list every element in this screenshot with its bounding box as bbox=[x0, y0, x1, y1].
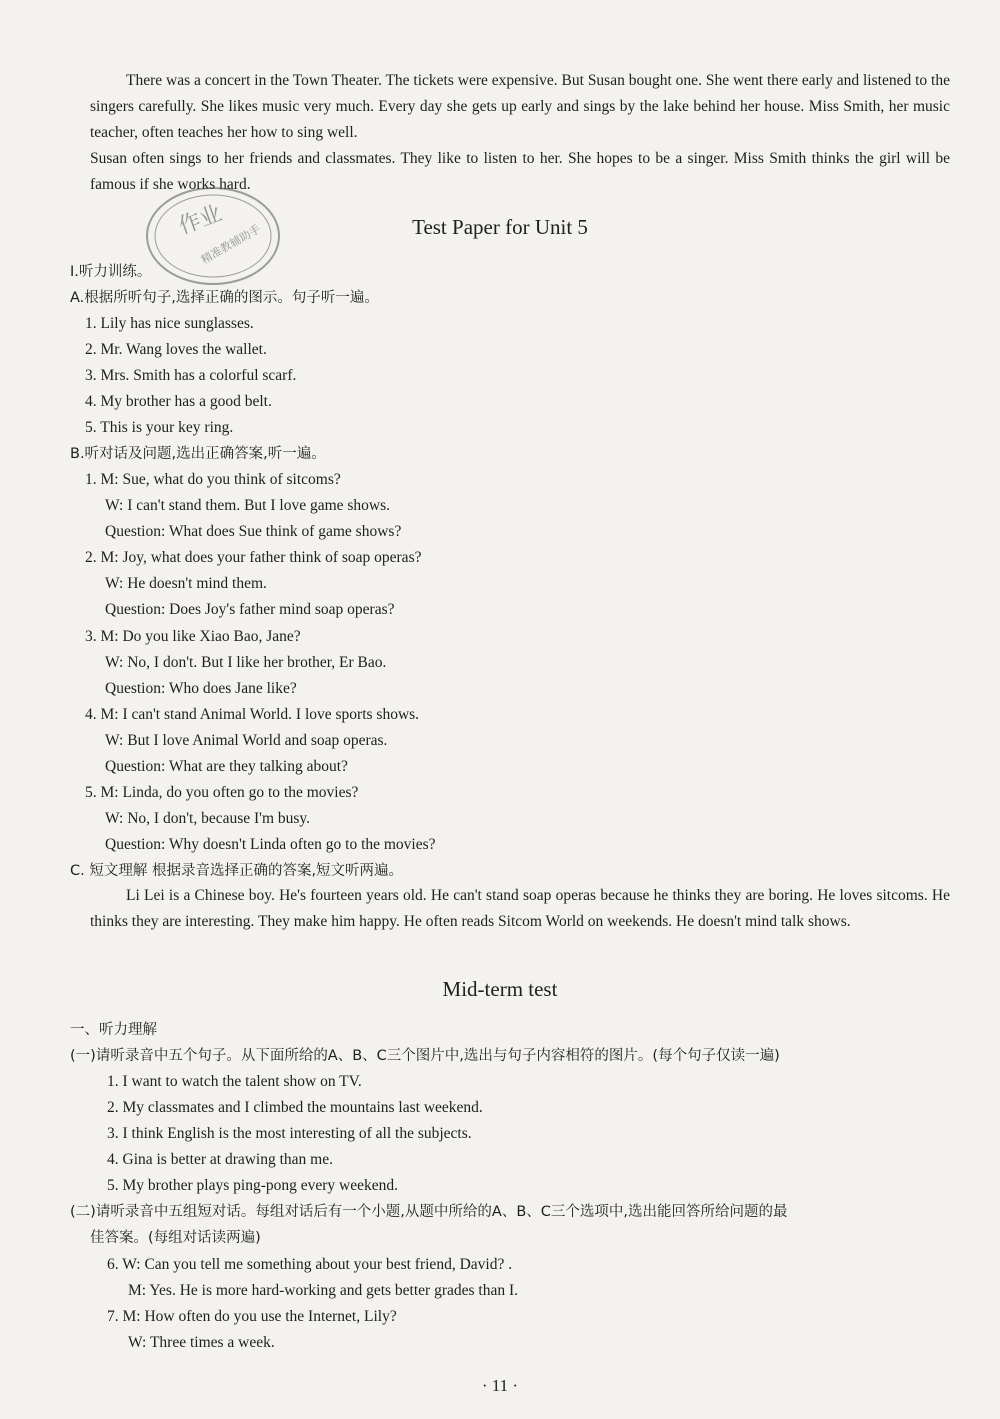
midterm-title: Mid-term test bbox=[442, 977, 558, 1001]
list-item: 1. I want to watch the talent show on TV. bbox=[107, 1073, 362, 1090]
dialogue-line: 5. M: Linda, do you often go to the movies? bbox=[85, 784, 359, 801]
dialogue-question: Question: Does Joy's father mind soap operas? bbox=[105, 601, 395, 618]
dialogue-line: 2. M: Joy, what does your father think of soap operas? bbox=[85, 549, 422, 566]
unit5-partA-heading: A.根据所听句子,选择正确的图示。句子听一遍。 bbox=[70, 290, 379, 306]
dialogue-line: 4. M: I can't stand Animal World. I love sports shows. bbox=[85, 706, 420, 723]
passage-paragraph-2: Susan often sings to her friends and classmates. They like to listen to her. She hopes to be a singer. Miss Smith thinks the girl will be famous if she works hard. bbox=[90, 150, 950, 193]
dialogue-line: M: Yes. He is more hard-working and gets better grades than I. bbox=[128, 1282, 518, 1299]
dialogue-line: 6. W: Can you tell me something about your best friend, David? . bbox=[107, 1256, 513, 1273]
list-item: 5. My brother plays ping-pong every weekend. bbox=[107, 1177, 398, 1194]
list-item: 2. My classmates and I climbed the mountains last weekend. bbox=[107, 1099, 483, 1116]
dialogue-line: W: I can't stand them. But I love game shows. bbox=[105, 497, 391, 514]
unit5-title: Test Paper for Unit 5 bbox=[412, 215, 588, 239]
dialogue-question: Question: What does Sue think of game shows? bbox=[105, 523, 402, 540]
dialogue-line: W: No, I don't. But I like her brother, Er Bao. bbox=[105, 654, 387, 671]
midterm-part2-heading: (二)请听录音中五组短对话。每组对话后有一个小题,从题中所给的A、B、C三个选项中,选出能回答所给问题的最 bbox=[70, 1204, 788, 1220]
list-item: 3. I think English is the most interesting of all the subjects. bbox=[107, 1125, 472, 1142]
unit5-partC-passage: Li Lei is a Chinese boy. He's fourteen years old. He can't stand soap operas because he thinks they are boring. He loves sitcoms. He thinks they are interesting. They make him happy. He often reads Sitcom World on weekends. He doesn't mind talk shows. bbox=[90, 887, 950, 930]
dialogue-line: 7. M: How often do you use the Internet, Lily? bbox=[107, 1308, 397, 1325]
midterm-part2-heading-cont: 佳答案。(每组对话读两遍) bbox=[90, 1230, 261, 1246]
list-item: 1. Lily has nice sunglasses. bbox=[85, 315, 254, 332]
list-item: 3. Mrs. Smith has a colorful scarf. bbox=[85, 367, 297, 384]
unit5-section-listening: Ⅰ.听力训练。 bbox=[70, 264, 152, 280]
unit5-partB-heading: B.听对话及问题,选出正确答案,听一遍。 bbox=[70, 446, 326, 462]
dialogue-question: Question: Who does Jane like? bbox=[105, 680, 297, 697]
stamp-text-main: 作业 bbox=[175, 201, 226, 240]
dialogue-line: W: Three times a week. bbox=[128, 1334, 275, 1351]
list-item: 2. Mr. Wang loves the wallet. bbox=[85, 341, 267, 358]
dialogue-question: Question: Why doesn't Linda often go to the movies? bbox=[105, 836, 436, 853]
dialogue-line: 1. M: Sue, what do you think of sitcoms? bbox=[85, 471, 341, 488]
dialogue-line: 3. M: Do you like Xiao Bao, Jane? bbox=[85, 628, 301, 645]
midterm-section-listening: 一、听力理解 bbox=[70, 1022, 157, 1038]
list-item: 4. My brother has a good belt. bbox=[85, 393, 272, 410]
page-number: · 11 · bbox=[481, 1376, 519, 1395]
list-item: 5. This is your key ring. bbox=[85, 419, 234, 436]
dialogue-line: W: He doesn't mind them. bbox=[105, 575, 267, 592]
list-item: 4. Gina is better at drawing than me. bbox=[107, 1151, 333, 1168]
unit5-partC-heading: C. 短文理解 根据录音选择正确的答案,短文听两遍。 bbox=[70, 863, 404, 879]
dialogue-question: Question: What are they talking about? bbox=[105, 758, 348, 775]
dialogue-line: W: No, I don't, because I'm busy. bbox=[105, 810, 311, 827]
dialogue-line: W: But I love Animal World and soap operas. bbox=[105, 732, 388, 749]
stamp-text-sub: 精准教辅助手 bbox=[199, 222, 263, 267]
midterm-part1-heading: (一)请听录音中五个句子。从下面所给的A、B、C三个图片中,选出与句子内容相符的图片。(每个句子仅读一遍) bbox=[70, 1048, 780, 1064]
passage-paragraph-1: There was a concert in the Town Theater. The tickets were expensive. But Susan bought one. She went there early and listened to the singers carefully. She likes music very much. Every day she gets up early and sings by the lake behind her house. Miss Smith, her music teacher, often teaches her how to sing well. bbox=[90, 72, 950, 141]
